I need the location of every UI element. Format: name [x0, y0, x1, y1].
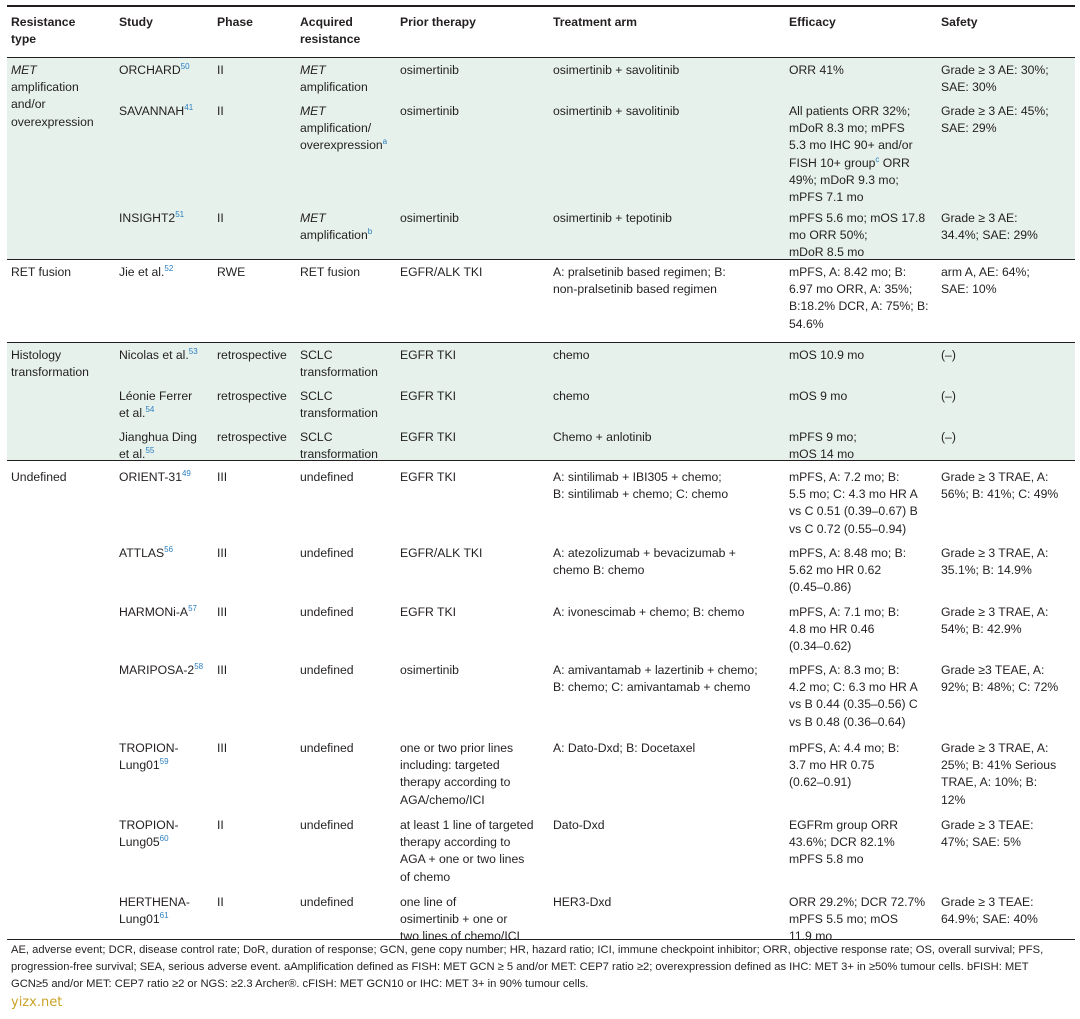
table-cell-eff: mPFS 9 mo; mOS 14 mo — [789, 430, 857, 462]
table-cell-study: Nicolas et al.$^{53}$ — [119, 347, 198, 362]
table-cell-eff: ORR 41% — [789, 63, 844, 77]
table-cell-study: ATTLAS$^{56}$ — [119, 545, 174, 560]
table-cell-prior: osimertinib — [400, 211, 459, 225]
reference-number[interactable]: 58 — [194, 662, 204, 671]
footnote-marker: a — [382, 137, 388, 147]
table-cell-acq: MET amplification/ overexpression$^a$ — [300, 104, 388, 153]
table-cell-phase: retrospective — [217, 430, 287, 444]
table-cell-acq: SCLC transformation — [300, 389, 378, 421]
table-cell-safety: Grade ≥ 3 AE: 30%; SAE: 30% — [941, 63, 1049, 95]
table-cell-eff: mPFS, A: 8.48 mo; B: 5.62 mo HR 0.62 (0.45–0.86) — [789, 546, 907, 595]
reference-number[interactable]: 55 — [145, 446, 155, 456]
table-cell-study: TROPION- $Lung05^{60}$ — [119, 818, 179, 850]
table-cell-eff: All patients ORR 32%; mDoR 8.3 mo; mPFS 5.3 mo IHC 90+ and/or FISH 10+ group$^c$ ORR 49%; mDoR 9.3 mo; mPFS 7.1 mo — [789, 104, 913, 205]
table-cell-arm: A: pralsetinib based regimen; B: non-pralsetinib based regimen — [553, 265, 726, 297]
footnote-marker: b — [367, 227, 373, 237]
table-cell-prior: at least 1 line of targeted therapy according to AGA + one or two lines of chemo — [400, 818, 534, 884]
reference-number[interactable]: 60 — [159, 834, 169, 844]
table-cell-eff: mPFS, A: 8.3 mo; B: 4.2 mo; C: 6.3 mo HR A vs B 0.44 (0.35–0.56) C vs B 0.48 (0.36–0.64) — [789, 663, 918, 729]
table-cell-safety: arm A, AE: 64%; SAE: 10% — [941, 265, 1030, 297]
table-cell-phase: III — [217, 546, 228, 560]
table-cell-acq: undefined — [300, 741, 354, 755]
table-cell-prior: one line of osimertinib + one or two lines of chemo/ICI — [400, 895, 520, 944]
column-header: Treatment arm — [553, 15, 637, 29]
table-cell-study: HARMONi-$A^{57}$ — [119, 604, 197, 619]
table-cell-study: Jie et al.$^{52}$ — [119, 264, 174, 279]
table-cell-phase: III — [217, 663, 228, 677]
column-header: Efficacy — [789, 15, 836, 29]
reference-number[interactable]: 59 — [159, 757, 169, 767]
resistance-type-label: Undefined — [11, 470, 67, 484]
table-cell-eff: mOS 9 mo — [789, 389, 848, 403]
resistance-type-label: RET fusion — [11, 265, 72, 279]
table-cell-arm: osimertinib + savolitinib — [553, 63, 680, 77]
reference-number[interactable]: 41 — [184, 103, 194, 112]
table-cell-eff: mOS 10.9 mo — [789, 348, 865, 362]
resistance-type-label: Histology transformation — [11, 348, 89, 380]
table-cell-safety: Grade ≥ 3 AE: 45%; SAE: 29% — [941, 104, 1049, 136]
table-cell-study: $INSIGHT2^{51}$ — [119, 210, 185, 225]
reference-number[interactable]: 51 — [175, 210, 185, 219]
table-cell-prior: EGFR TKI — [400, 389, 456, 403]
table-cell-study: TROPION- $Lung01^{59}$ — [119, 741, 179, 773]
table-cell-eff: mPFS, A: 8.42 mo; B: 6.97 mo ORR, A: 35%; B:18.2% DCR, A: 75%; B: 54.6% — [789, 265, 929, 331]
table-cell-eff: mPFS, A: 7.2 mo; B: 5.5 mo; C: 4.3 mo HR A vs C 0.51 (0.39–0.67) B vs C 0.72 (0.55–0.94) — [789, 470, 918, 536]
column-header: Safety — [941, 15, 978, 29]
table-cell-prior: EGFR TKI — [400, 348, 456, 362]
gene-name: MET — [300, 104, 326, 118]
table-cell-phase: II — [217, 818, 224, 832]
footnote-marker: c — [875, 154, 880, 164]
table-cell-study: MARIPOSA-$2^{58}$ — [119, 662, 204, 677]
table-footnote: AE, adverse event; DCR, disease control rate; DoR, duration of response; GCN, gene copy number; HR, hazard ratio; ICI, immune checkpoint inhibitor; ORR, objective response rate; OS, overall survival; PFS, progression-free survival; SEA, serious adverse event. aAmplification defined as FISH: MET GCN ≥ 5 and/or MET: CEP7 ratio ≥2; overexpression defined as IHC: MET 3+ in ≥50% tumour cells. bFISH: MET GCN≥5 and/or MET: CEP7 ratio ≥2 or NGS: ≥2.3 Archer®. cFISH: MET GCN10 or IHC: MET 3+ in 90% tumour cells. — [11, 944, 1044, 990]
table-cell-prior: osimertinib — [400, 663, 459, 677]
table-cell-prior: EGFR TKI — [400, 470, 456, 484]
table-cell-safety: Grade ≥ 3 TEAE: 64.9%; SAE: 40% — [941, 895, 1038, 927]
table-cell-prior: EGFR TKI — [400, 605, 456, 619]
table-cell-arm: Chemo + anlotinib — [553, 430, 652, 444]
reference-number[interactable]: 57 — [188, 604, 197, 613]
reference-number[interactable]: 49 — [181, 469, 191, 478]
table-cell-prior: EGFR TKI — [400, 430, 456, 444]
table-cell-acq: SCLC transformation — [300, 430, 378, 462]
table-cell-eff: EGFRm group ORR 43.6%; DCR 82.1% mPFS 5.8 mo — [789, 818, 899, 867]
table-cell-study: ORIENT-$31^{49}$ — [119, 469, 191, 484]
table-cell-safety: Grade ≥3 TEAE, A: 92%; B: 48%; C: 72% — [941, 663, 1059, 695]
table-cell-arm: chemo — [553, 389, 590, 403]
table-cell-acq: undefined — [300, 895, 354, 909]
table-cell-study: SAVANNAH$^{41}$ — [119, 103, 194, 118]
table-cell-arm: chemo — [553, 348, 590, 362]
table-cell-phase: RWE — [217, 265, 246, 279]
reference-number[interactable]: 53 — [188, 347, 198, 356]
gene-name: MET — [300, 63, 326, 77]
table-cell-acq: undefined — [300, 605, 354, 619]
table-cell-acq: SCLC transformation — [300, 348, 378, 380]
table-cell-phase: II — [217, 895, 224, 909]
table-cell-phase: II — [217, 63, 224, 77]
table-cell-arm: A: atezolizumab + bevacizumab + chemo B: chemo — [553, 546, 736, 578]
table-cell-arm: A: amivantamab + lazertinib + chemo; B: chemo; C: amivantamab + chemo — [553, 663, 758, 695]
gene-name: MET — [300, 211, 326, 225]
column-header: Prior therapy — [400, 15, 476, 29]
gene-name: MET — [11, 63, 37, 77]
table-cell-acq: undefined — [300, 470, 354, 484]
table-cell-eff: mPFS, A: 4.4 mo; B: 3.7 mo HR 0.75 (0.62–0.91) — [789, 741, 900, 790]
table-cell-phase: III — [217, 470, 228, 484]
table-top-rule — [7, 5, 1075, 7]
table-cell-study: ORCHARD$^{50}$ — [119, 62, 190, 77]
table-cell-safety: Grade ≥ 3 TEAE: 47%; SAE: 5% — [941, 818, 1034, 850]
table-cell-phase: II — [217, 211, 224, 225]
table-cell-phase: retrospective — [217, 389, 287, 403]
reference-number[interactable]: 56 — [164, 545, 174, 554]
table-cell-acq: MET amplification$^b$ — [300, 211, 373, 243]
column-header: Resistance type — [11, 15, 76, 47]
table-cell-safety: Grade ≥ 3 TRAE, A: 35.1%; B: 14.9% — [941, 546, 1049, 578]
table-cell-phase: III — [217, 741, 228, 755]
column-header: Phase — [217, 15, 253, 29]
table-rule — [7, 57, 1075, 58]
table-cell-safety: Grade ≥ 3 AE: 34.4%; SAE: 29% — [941, 211, 1038, 243]
table-cell-arm: A: Dato-Dxd; B: Docetaxel — [553, 741, 696, 755]
table-cell-acq: undefined — [300, 546, 354, 560]
reference-number[interactable]: 52 — [164, 264, 174, 273]
table-cell-study: HERTHENA- $Lung01^{61}$ — [119, 895, 190, 927]
table-cell-study: Jianghua Ding et al.$^{55}$ — [119, 430, 197, 462]
table-cell-phase: II — [217, 104, 224, 118]
table-cell-prior: one or two prior lines including: targeted therapy according to AGA/chemo/ICI — [400, 741, 514, 807]
table-cell-acq: MET amplification — [300, 63, 368, 95]
table-cell-safety: Grade ≥ 3 TRAE, A: 56%; B: 41%; C: 49% — [941, 470, 1059, 502]
table-cell-eff: mPFS, A: 7.1 mo; B: 4.8 mo HR 0.46 (0.34–0.62) — [789, 605, 900, 654]
column-header: Acquired resistance — [300, 15, 361, 47]
column-header: Study — [119, 15, 153, 29]
table-cell-arm: HER3-Dxd — [553, 895, 612, 909]
table-cell-safety: Grade ≥ 3 TRAE, A: 25%; B: 41% Serious TRAE, A: 10%; B: 12% — [941, 741, 1057, 807]
watermark: yizx.net — [11, 995, 63, 1010]
table-rule — [7, 342, 1075, 343]
table-cell-safety: (–) — [941, 389, 956, 403]
table-cell-safety: (–) — [941, 430, 956, 444]
table-cell-prior: osimertinib — [400, 104, 459, 118]
table-cell-acq: undefined — [300, 818, 354, 832]
table-cell-safety: Grade ≥ 3 TRAE, A: 54%; B: 42.9% — [941, 605, 1049, 637]
resistance-type-label: MET amplification and/or overexpression — [11, 63, 94, 129]
table-cell-phase: retrospective — [217, 348, 287, 362]
table-cell-eff: ORR 29.2%; DCR 72.7% mPFS 5.5 mo; mOS 11.9 mo — [789, 895, 926, 944]
table-cell-study: Léonie Ferrer et al.$^{54}$ — [119, 389, 193, 421]
table-cell-eff: mPFS 5.6 mo; mOS 17.8 mo ORR 50%; mDoR 8.5 mo — [789, 211, 926, 260]
table-cell-arm: osimertinib + savolitinib — [553, 104, 680, 118]
reference-number[interactable]: 61 — [159, 911, 169, 921]
table-cell-safety: (–) — [941, 348, 956, 362]
table-cell-arm: A: ivonescimab + chemo; B: chemo — [553, 605, 745, 619]
table-cell-arm: osimertinib + tepotinib — [553, 211, 672, 225]
table-cell-arm: Dato-Dxd — [553, 818, 605, 832]
table-cell-prior: EGFR/ALK TKI — [400, 546, 483, 560]
table-cell-prior: osimertinib — [400, 63, 459, 77]
table-cell-arm: A: sintilimab + IBI305 + chemo; B: sintilimab + chemo; C: chemo — [553, 470, 729, 502]
reference-number[interactable]: 50 — [180, 62, 190, 71]
reference-number[interactable]: 54 — [145, 405, 155, 415]
table-cell-acq: undefined — [300, 663, 354, 677]
table-cell-phase: III — [217, 605, 228, 619]
table-cell-prior: EGFR/ALK TKI — [400, 265, 483, 279]
table-cell-acq: RET fusion — [300, 265, 361, 279]
